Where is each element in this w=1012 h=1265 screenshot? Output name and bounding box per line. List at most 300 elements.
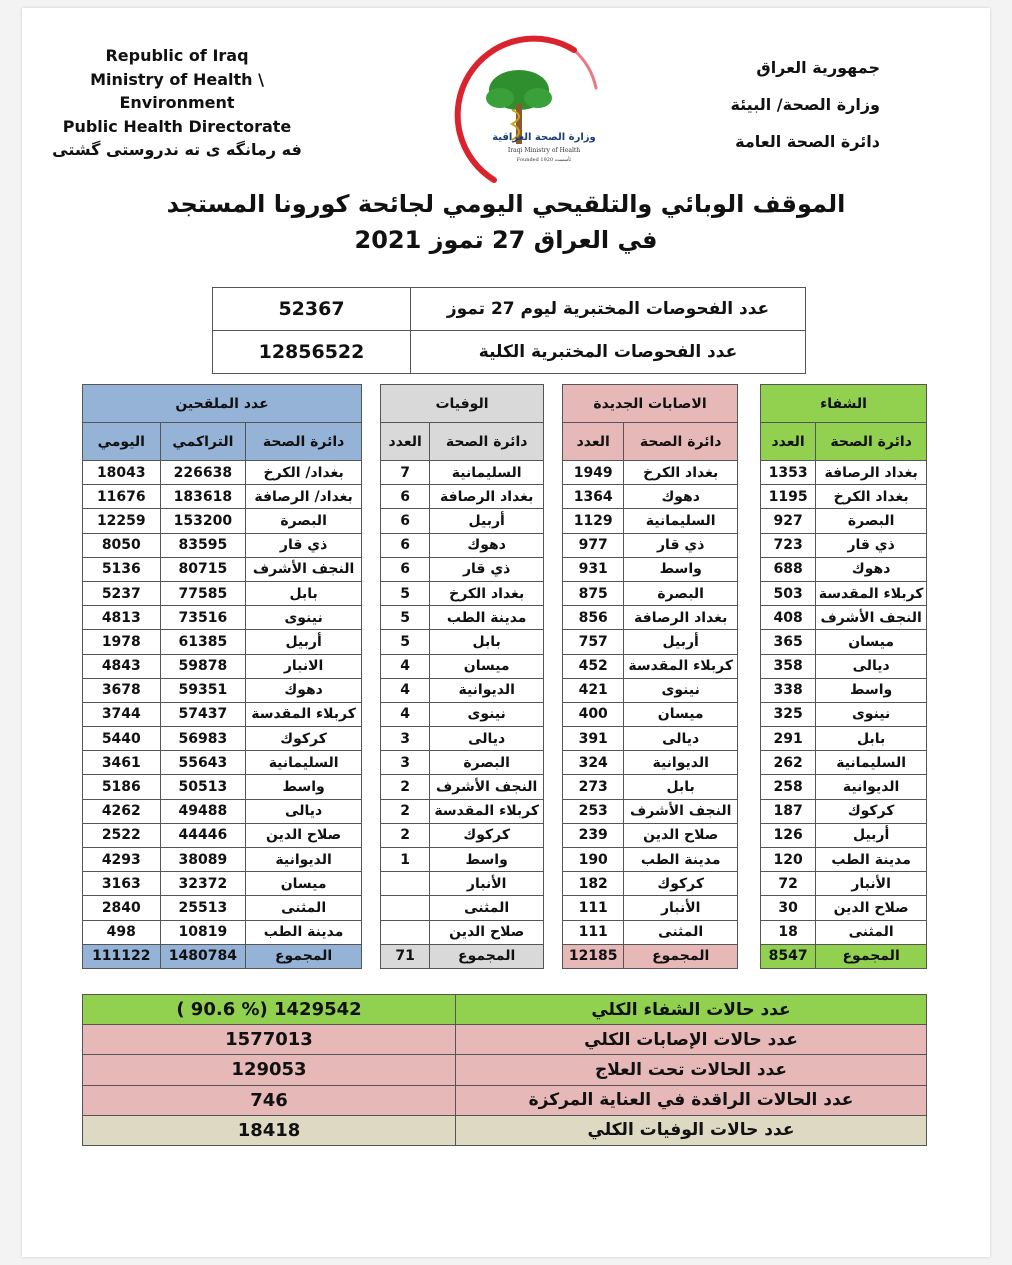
vaccinated-title: عدد الملقحين [83, 385, 362, 423]
dept-cell: ذي قار [430, 557, 544, 581]
table-row [761, 872, 927, 896]
dept-cell: بغداد الرصافة [816, 461, 927, 485]
count-cell: 187 [761, 799, 816, 823]
dept-cell: ذي قار [624, 533, 738, 557]
count-cell: 856 [563, 606, 624, 630]
daily-cell: 5186 [83, 775, 161, 799]
count-cell: 30 [761, 896, 816, 920]
cumulative-cell: 59878 [160, 654, 246, 678]
table-row [83, 461, 362, 485]
header-kurdish-line: فه رمانگه ی ته ندروستی گشتی [52, 140, 302, 159]
count-cell: 365 [761, 630, 816, 654]
table-row [381, 606, 544, 630]
total-count-cell: 8547 [761, 944, 816, 968]
dept-cell: نينوى [624, 678, 738, 702]
tests-label: عدد الفحوصات المختبرية الكلية [411, 331, 806, 374]
table-row [381, 775, 544, 799]
table-title-row [563, 385, 738, 423]
count-cell: 1 [381, 848, 430, 872]
table-row [563, 654, 738, 678]
daily-cell: 5440 [83, 727, 161, 751]
count-cell: 111 [563, 920, 624, 944]
dept-cell: دهوك [246, 678, 362, 702]
count-cell: 391 [563, 727, 624, 751]
count-cell: 1195 [761, 485, 816, 509]
count-cell: 182 [563, 872, 624, 896]
table-header-row [381, 423, 544, 461]
count-cell: 5 [381, 581, 430, 605]
daily-cell: 1978 [83, 630, 161, 654]
table-title-row [83, 385, 362, 423]
count-cell: 931 [563, 557, 624, 581]
dept-cell: كركوك [816, 799, 927, 823]
table-row [563, 848, 738, 872]
table-header-row [83, 423, 362, 461]
table-row [381, 581, 544, 605]
dept-cell: نينوى [246, 606, 362, 630]
new-cases-title: الاصابات الجديدة [563, 385, 738, 423]
table-row [381, 509, 544, 533]
table-row [761, 485, 927, 509]
table-row [761, 799, 927, 823]
header-ar-line: وزارة الصحة/ البيئة [730, 95, 880, 114]
dept-cell: ميسان [430, 654, 544, 678]
new-cases-table [562, 384, 738, 969]
table-row [563, 727, 738, 751]
summary-value: 746 [83, 1085, 456, 1115]
dept-cell: صلاح الدين [624, 823, 738, 847]
dept-cell: بغداد الرصافة [430, 485, 544, 509]
table-row [761, 461, 927, 485]
count-cell: 273 [563, 775, 624, 799]
header-arabic [730, 49, 880, 160]
col-cumulative-header: التراكمي [160, 423, 246, 461]
daily-cell: 4843 [83, 654, 161, 678]
table-row [761, 702, 927, 726]
dept-cell: الديوانية [430, 678, 544, 702]
table-row [761, 581, 927, 605]
daily-cell: 3678 [83, 678, 161, 702]
dept-cell: ميسان [624, 702, 738, 726]
dept-cell: البصرة [430, 751, 544, 775]
count-cell: 5 [381, 630, 430, 654]
summary-label: عدد الحالات تحت العلاج [456, 1055, 927, 1085]
daily-cell: 5237 [83, 581, 161, 605]
cumulative-cell: 153200 [160, 509, 246, 533]
table-row [563, 461, 738, 485]
table-row [381, 872, 544, 896]
vaccinated-table [82, 384, 362, 969]
table-row [83, 654, 362, 678]
col-count-header: العدد [563, 423, 624, 461]
col-daily-header: اليومي [83, 423, 161, 461]
table-row [761, 509, 927, 533]
dept-cell: أربيل [816, 823, 927, 847]
cumulative-cell: 77585 [160, 581, 246, 605]
count-cell: 6 [381, 509, 430, 533]
logo-text-en: Iraqi Ministry of Health [507, 147, 581, 154]
title-line-1: الموقف الوبائي والتلقيحي اليومي لجائحة كورونا المستجد [166, 190, 846, 218]
table-row [563, 557, 738, 581]
table-row [83, 775, 362, 799]
dept-cell: نينوى [430, 702, 544, 726]
dept-cell: مدينة الطب [430, 606, 544, 630]
cumulative-cell: 73516 [160, 606, 246, 630]
dept-cell: بابل [430, 630, 544, 654]
header-ar-line: جمهورية العراق [756, 58, 880, 77]
dept-cell: الأنبار [624, 896, 738, 920]
dept-cell: النجف الأشرف [246, 557, 362, 581]
header-en-line: Ministry of Health \ Environment [90, 69, 264, 112]
dept-cell: دهوك [624, 485, 738, 509]
count-cell: 4 [381, 654, 430, 678]
col-dept-header: دائرة الصحة [246, 423, 362, 461]
dept-cell: ذي قار [246, 533, 362, 557]
cumulative-cell: 44446 [160, 823, 246, 847]
dept-cell: واسط [624, 557, 738, 581]
table-row [83, 557, 362, 581]
table-row [83, 751, 362, 775]
dept-cell: صلاح الدين [816, 896, 927, 920]
dept-cell: ديالى [430, 727, 544, 751]
report-title [22, 186, 990, 258]
daily-cell: 3744 [83, 702, 161, 726]
dept-cell: مدينة الطب [816, 848, 927, 872]
daily-cell: 8050 [83, 533, 161, 557]
table-row [83, 727, 362, 751]
cumulative-cell: 56983 [160, 727, 246, 751]
logo-text-ar: وزارة الصحة العراقية [492, 132, 596, 143]
header-english [42, 44, 312, 162]
dept-cell: ميسان [816, 630, 927, 654]
count-cell: 291 [761, 727, 816, 751]
summary-value: 1577013 [83, 1025, 456, 1055]
count-cell [381, 872, 430, 896]
dept-cell: ذي قار [816, 533, 927, 557]
table-row [563, 533, 738, 557]
dept-cell: السليمانية [430, 461, 544, 485]
table-row [83, 509, 362, 533]
dept-cell: بغداد/ الكرخ [246, 461, 362, 485]
dept-cell: مدينة الطب [624, 848, 738, 872]
count-cell [381, 896, 430, 920]
dept-cell: النجف الأشرف [816, 606, 927, 630]
table-row [563, 702, 738, 726]
table-row [563, 485, 738, 509]
cumulative-cell: 226638 [160, 461, 246, 485]
daily-cell: 5136 [83, 557, 161, 581]
table-row [761, 920, 927, 944]
count-cell: 262 [761, 751, 816, 775]
dept-cell: السليمانية [624, 509, 738, 533]
count-cell: 4 [381, 678, 430, 702]
table-row [761, 775, 927, 799]
dept-cell: واسط [816, 678, 927, 702]
cumulative-cell: 55643 [160, 751, 246, 775]
count-cell: 2 [381, 775, 430, 799]
dept-cell: كركوك [430, 823, 544, 847]
table-row [563, 872, 738, 896]
tests-value: 12856522 [213, 331, 411, 374]
count-cell: 6 [381, 533, 430, 557]
dept-cell: كربلاء المقدسة [816, 581, 927, 605]
dept-cell: السليمانية [816, 751, 927, 775]
table-row [213, 331, 806, 374]
table-row [761, 557, 927, 581]
table-row [381, 727, 544, 751]
count-cell: 927 [761, 509, 816, 533]
daily-cell: 498 [83, 920, 161, 944]
dept-cell: أربيل [430, 509, 544, 533]
dept-cell: الديوانية [816, 775, 927, 799]
summary-table [82, 994, 927, 1146]
dept-cell: الأنبار [816, 872, 927, 896]
table-row [83, 485, 362, 509]
dept-cell: بابل [246, 581, 362, 605]
table-row [761, 533, 927, 557]
cumulative-cell: 183618 [160, 485, 246, 509]
cumulative-cell: 49488 [160, 799, 246, 823]
cumulative-cell: 50513 [160, 775, 246, 799]
table-row [563, 896, 738, 920]
cumulative-cell: 80715 [160, 557, 246, 581]
daily-cell: 3163 [83, 872, 161, 896]
count-cell: 253 [563, 799, 624, 823]
deaths-table [380, 384, 544, 969]
total-row [563, 944, 738, 968]
count-cell: 358 [761, 654, 816, 678]
dept-cell: المثنى [246, 896, 362, 920]
daily-cell: 2840 [83, 896, 161, 920]
total-row [381, 944, 544, 968]
dept-cell: بغداد الرصافة [624, 606, 738, 630]
tests-label: عدد الفحوصات المختبرية ليوم 27 تموز [411, 288, 806, 331]
count-cell: 1129 [563, 509, 624, 533]
table-title-row [761, 385, 927, 423]
total-daily-cell: 111122 [83, 944, 161, 968]
col-count-header: العدد [761, 423, 816, 461]
daily-cell: 4262 [83, 799, 161, 823]
dept-cell: واسط [430, 848, 544, 872]
cumulative-cell: 59351 [160, 678, 246, 702]
dept-cell: ميسان [246, 872, 362, 896]
dept-cell: بغداد/ الرصافة [246, 485, 362, 509]
summary-row [83, 1115, 927, 1145]
summary-label: عدد حالات الوفيات الكلي [456, 1115, 927, 1145]
table-row [761, 896, 927, 920]
dept-cell: بابل [816, 727, 927, 751]
table-row [381, 678, 544, 702]
dept-cell: ديالى [624, 727, 738, 751]
summary-label: عدد حالات الشفاء الكلي [456, 995, 927, 1025]
table-row [761, 848, 927, 872]
dept-cell: مدينة الطب [246, 920, 362, 944]
table-row [563, 751, 738, 775]
table-row [381, 799, 544, 823]
cumulative-cell: 61385 [160, 630, 246, 654]
count-cell: 408 [761, 606, 816, 630]
table-row [83, 533, 362, 557]
table-row [563, 775, 738, 799]
col-dept-header: دائرة الصحة [624, 423, 738, 461]
total-dept-cell: المجموع [430, 944, 544, 968]
table-row [381, 485, 544, 509]
summary-value: 18418 [83, 1115, 456, 1145]
dept-cell: كربلاء المقدسة [430, 799, 544, 823]
count-cell: 1353 [761, 461, 816, 485]
table-header-row [563, 423, 738, 461]
summary-row [83, 1055, 927, 1085]
cumulative-cell: 83595 [160, 533, 246, 557]
table-row [83, 920, 362, 944]
total-dept-cell: المجموع [816, 944, 927, 968]
dept-cell: الأنبار [430, 872, 544, 896]
tests-value: 52367 [213, 288, 411, 331]
dept-cell: بغداد الكرخ [430, 581, 544, 605]
total-dept-cell: المجموع [246, 944, 362, 968]
daily-cell: 18043 [83, 461, 161, 485]
summary-label: عدد حالات الإصابات الكلي [456, 1025, 927, 1055]
total-cumulative-cell: 1480784 [160, 944, 246, 968]
count-cell: 3 [381, 751, 430, 775]
table-row [761, 751, 927, 775]
table-row [761, 606, 927, 630]
dept-cell: ديالى [816, 654, 927, 678]
dept-cell: كربلاء المقدسة [624, 654, 738, 678]
total-count-cell: 71 [381, 944, 430, 968]
dept-cell: البصرة [624, 581, 738, 605]
table-row [83, 581, 362, 605]
table-row [563, 799, 738, 823]
dept-cell: الديوانية [624, 751, 738, 775]
dept-cell: كربلاء المقدسة [246, 702, 362, 726]
header-ar-line: دائرة الصحة العامة [735, 132, 880, 151]
table-row [381, 533, 544, 557]
dept-cell: أربيل [624, 630, 738, 654]
table-row [83, 630, 362, 654]
col-dept-header: دائرة الصحة [816, 423, 927, 461]
cumulative-cell: 38089 [160, 848, 246, 872]
count-cell: 875 [563, 581, 624, 605]
count-cell: 325 [761, 702, 816, 726]
logo-text-founded: Founded 1920 تأسست [516, 157, 572, 163]
count-cell: 72 [761, 872, 816, 896]
count-cell: 421 [563, 678, 624, 702]
dept-cell: المثنى [430, 896, 544, 920]
table-row [761, 823, 927, 847]
table-header-row [761, 423, 927, 461]
count-cell: 452 [563, 654, 624, 678]
count-cell: 723 [761, 533, 816, 557]
count-cell: 126 [761, 823, 816, 847]
dept-cell: بغداد الكرخ [816, 485, 927, 509]
table-row [563, 920, 738, 944]
dept-cell: المثنى [624, 920, 738, 944]
summary-row [83, 1025, 927, 1055]
count-cell: 688 [761, 557, 816, 581]
dept-cell: دهوك [430, 533, 544, 557]
dept-cell: المثنى [816, 920, 927, 944]
summary-label: عدد الحالات الراقدة في العناية المركزة [456, 1085, 927, 1115]
count-cell: 6 [381, 557, 430, 581]
recovery-title: الشفاء [761, 385, 927, 423]
table-row [761, 630, 927, 654]
count-cell: 6 [381, 485, 430, 509]
dept-cell: نينوى [816, 702, 927, 726]
count-cell: 2 [381, 823, 430, 847]
dept-cell: كركوك [624, 872, 738, 896]
total-row [761, 944, 927, 968]
table-row [83, 823, 362, 847]
table-row [563, 606, 738, 630]
dept-cell: صلاح الدين [430, 920, 544, 944]
dept-cell: دهوك [816, 557, 927, 581]
daily-cell: 12259 [83, 509, 161, 533]
dept-cell: صلاح الدين [246, 823, 362, 847]
summary-value: ( 90.6 %) 1429542 [83, 995, 456, 1025]
dept-cell: الانبار [246, 654, 362, 678]
dept-cell: الديوانية [246, 848, 362, 872]
daily-cell: 11676 [83, 485, 161, 509]
table-row [563, 630, 738, 654]
table-row [83, 678, 362, 702]
count-cell: 338 [761, 678, 816, 702]
count-cell: 757 [563, 630, 624, 654]
dept-cell: بغداد الكرخ [624, 461, 738, 485]
cumulative-cell: 57437 [160, 702, 246, 726]
table-row [563, 823, 738, 847]
table-row [563, 509, 738, 533]
dept-cell: البصرة [246, 509, 362, 533]
count-cell: 4 [381, 702, 430, 726]
table-row [83, 606, 362, 630]
table-row [563, 678, 738, 702]
title-line-2: في العراق 27 تموز 2021 [354, 226, 658, 254]
count-cell: 239 [563, 823, 624, 847]
total-row [83, 944, 362, 968]
table-title-row [381, 385, 544, 423]
cumulative-cell: 10819 [160, 920, 246, 944]
summary-value: 129053 [83, 1055, 456, 1085]
count-cell: 3 [381, 727, 430, 751]
dept-cell: النجف الأشرف [624, 799, 738, 823]
table-row [761, 678, 927, 702]
col-dept-header: دائرة الصحة [430, 423, 544, 461]
summary-row [83, 995, 927, 1025]
table-row [381, 461, 544, 485]
deaths-title: الوفيات [381, 385, 544, 423]
table-row [381, 702, 544, 726]
count-cell: 2 [381, 799, 430, 823]
report-page [22, 8, 990, 1257]
recovery-table [760, 384, 927, 969]
dept-cell: السليمانية [246, 751, 362, 775]
table-row [381, 920, 544, 944]
table-row [381, 654, 544, 678]
table-row [381, 630, 544, 654]
daily-cell: 2522 [83, 823, 161, 847]
count-cell: 120 [761, 848, 816, 872]
table-row [381, 751, 544, 775]
dept-cell: واسط [246, 775, 362, 799]
col-count-header: العدد [381, 423, 430, 461]
table-row [381, 848, 544, 872]
summary-row [83, 1085, 927, 1115]
count-cell: 258 [761, 775, 816, 799]
dept-cell: أربيل [246, 630, 362, 654]
dept-cell: كركوك [246, 727, 362, 751]
lab-tests-table [212, 287, 806, 374]
